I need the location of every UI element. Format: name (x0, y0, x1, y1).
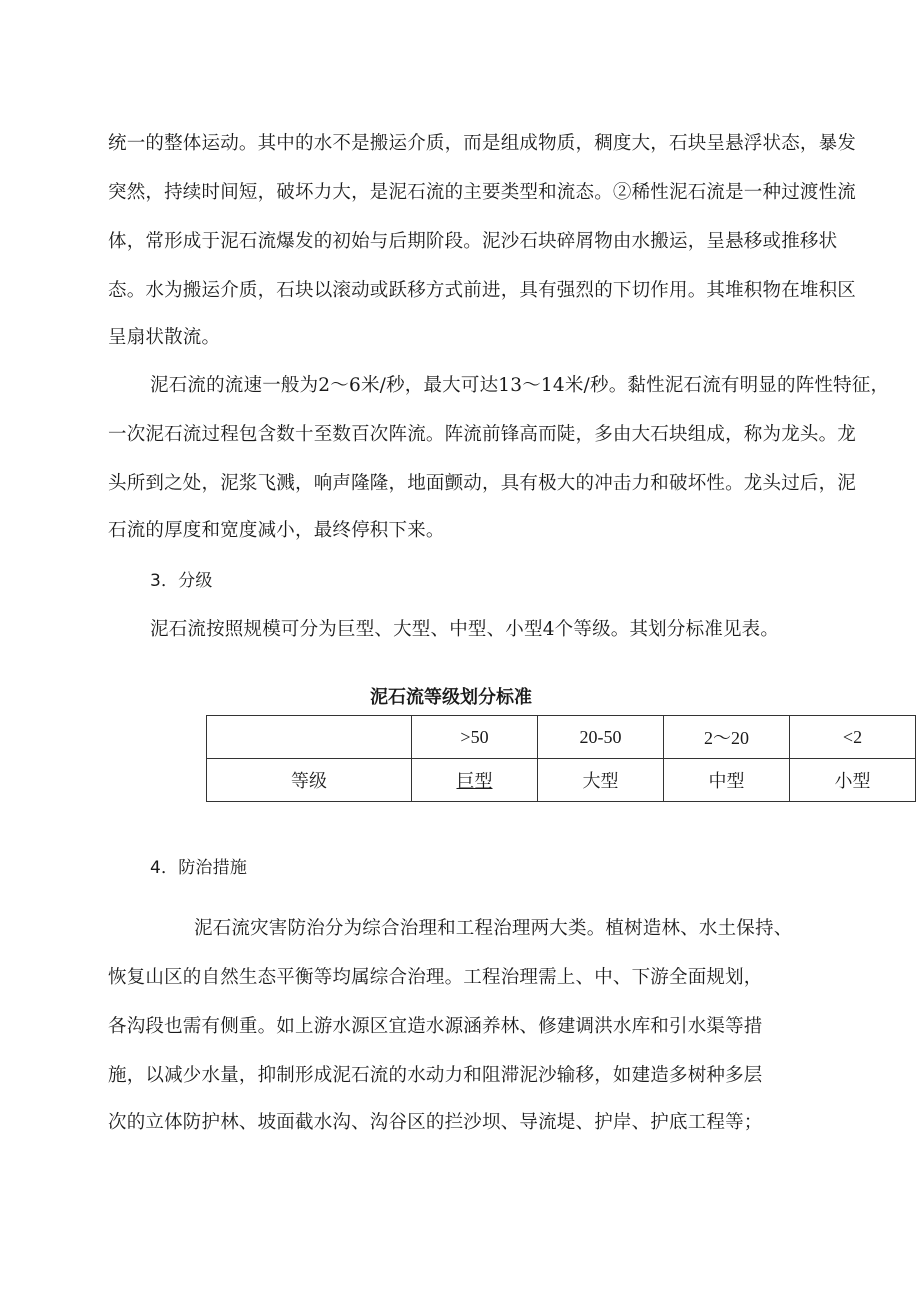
section-heading: 3．分级 (150, 571, 213, 591)
paragraph-line: 石流的厚度和宽度减小，最终停积下来。 (108, 520, 445, 541)
paragraph-line: 突然，持续时间短，破坏力大，是泥石流的主要类型和流态。②稀性泥石流是一种过渡性流 (108, 182, 857, 203)
table-cell: 20-50 (538, 716, 664, 759)
paragraph-line: 头所到之处，泥浆飞溅，响声隆隆，地面颤动，具有极大的冲击力和破坏性。龙头过后，泥 (108, 473, 857, 494)
table-caption: 泥石流等级划分标准 (370, 687, 532, 708)
paragraph-line: 一次泥石流过程包含数十至数百次阵流。阵流前锋高而陡，多由大石块组成，称为龙头。龙 (108, 424, 857, 445)
grade-table (206, 715, 916, 802)
table-cell: <2 (790, 716, 916, 759)
paragraph-line: 统一的整体运动。其中的水不是搬运介质，而是组成物质，稠度大，石块呈悬浮状态，暴发 (108, 133, 857, 154)
table-cell-text: 巨型 (456, 771, 493, 792)
paragraph-line: 泥石流灾害防治分为综合治理和工程治理两大类。植树造林、水土保持、 (194, 918, 793, 939)
paragraph-line: 次的立体防护林、坡面截水沟、沟谷区的拦沙坝、导流堤、护岸、护底工程等； (108, 1112, 763, 1133)
paragraph-line: 泥石流按照规模可分为巨型、大型、中型、小型4个等级。其划分标准见表。 (150, 619, 780, 640)
table-header-row (207, 716, 916, 759)
table-cell (412, 759, 538, 802)
paragraph-line: 态。水为搬运介质，石块以滚动或跃移方式前进，具有强烈的下切作用。其堆积物在堆积区 (108, 280, 857, 301)
table-cell: 小型 (790, 759, 916, 802)
paragraph-line: 泥石流的流速一般为2〜6米/秒，最大可达13〜14米/秒。黏性泥石流有明显的阵性特征， (150, 375, 890, 396)
table-cell: >50 (412, 716, 538, 759)
paragraph-line: 施，以减少水量，抑制形成泥石流的水动力和阻滞泥沙输移，如建造多树种多层 (108, 1065, 763, 1086)
paragraph-line: 各沟段也需有侧重。如上游水源区宜造水源涵养林、修建调洪水库和引水渠等措 (108, 1016, 763, 1037)
table-cell: 中型 (664, 759, 790, 802)
table-cell: 大型 (538, 759, 664, 802)
paragraph-line: 体，常形成于泥石流爆发的初始与后期阶段。泥沙石块碎屑物由水搬运，呈悬移或推移状 (108, 231, 838, 252)
table-cell: 2～20 (664, 716, 790, 759)
paragraph-line: 恢复山区的自然生态平衡等均属综合治理。工程治理需上、中、下游全面规划， (108, 967, 763, 988)
paragraph-line: 呈扇状散流。 (108, 327, 221, 348)
table-row (207, 759, 916, 802)
table-cell: 等级 (207, 759, 412, 802)
table-cell (207, 716, 412, 759)
section-heading: 4．防治措施 (150, 858, 248, 878)
